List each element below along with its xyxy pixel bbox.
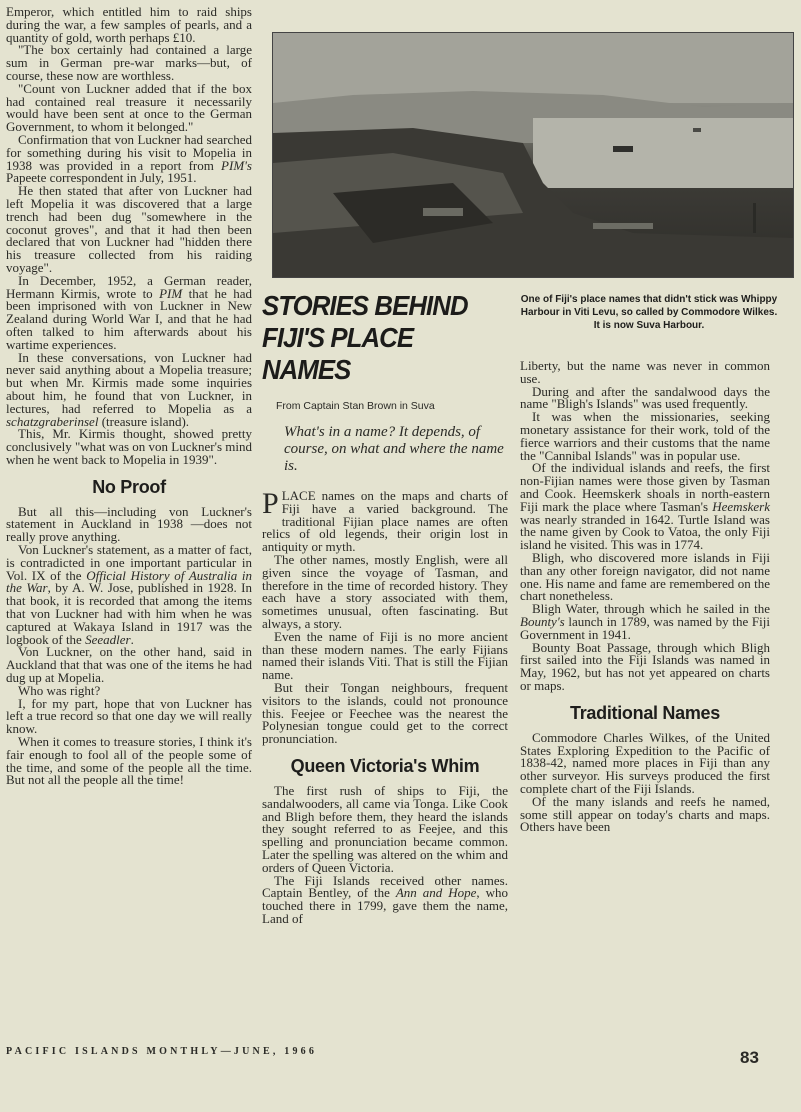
photo-caption: One of Fiji's place names that didn't stick was Whippy Harbour in Viti Levu, so called by Commodore Wilkes. It is now Suva Harbour. bbox=[520, 294, 778, 331]
subheading-traditional-names: Traditional Names bbox=[570, 702, 720, 723]
article-byline: From Captain Stan Brown in Suva bbox=[276, 400, 435, 412]
paragraph: The Fiji Islands received other names. Captain Bentley, of the Ann and Hope, who touched there in 1799, gave them the name, Land of bbox=[262, 872, 508, 926]
article-standfirst: What's in a name? It depends, of course, on what and where the name is. bbox=[284, 424, 504, 474]
paragraph: Bounty Boat Passage, through which Bligh first sailed into the Fiji Islands was named in May, 1962, but has not yet appeared on charts or maps. bbox=[520, 639, 770, 693]
paragraph: Confirmation that von Luckner had searched for something during his visit to Mopelia in 1938 was provided in a report from PIM's Papeete correspondent in July, 1951. bbox=[6, 131, 252, 186]
paragraph: Of the many islands and reefs he named, some still appear on today's charts and maps. Others have been bbox=[520, 793, 770, 835]
paragraph: Commodore Charles Wilkes, of the United States Exploring Expedition to the Pacific of 1838-42, named more places in Fiji than any other surveyor. His surveys produced the first complete chart of the Fiji Islands. bbox=[520, 729, 770, 796]
subheading-queen-victorias-whim: Queen Victoria's Whim bbox=[290, 755, 480, 776]
article-headline: STORIES BEHIND FIJI'S PLACE NAMES bbox=[262, 290, 468, 385]
page-number: 83 bbox=[740, 1048, 759, 1067]
paragraph: But all this—including von Luckner's statement in Auckland in 1938 —does not really prove anything. bbox=[6, 503, 252, 545]
paragraph: Von Luckner, on the other hand, said in Auckland that that was one of the items he had dug up at Mopelia. bbox=[6, 644, 252, 686]
paragraph: When it comes to treasure stories, I think it's fair enough to fool all of the people some of the time, and some of the people all the time. But not all the people all the time! bbox=[6, 734, 252, 788]
page-footer: PACIFIC ISLANDS MONTHLY—JUNE, 1966 bbox=[6, 1046, 318, 1057]
paragraph: The first rush of ships to Fiji, the sandalwooders, all came via Tonga. Like Cook and Bligh before them, they heard the islands they sought referred to as Feejee, and this spelling and pronunciation became common. Later the spelling was altered on the whim and orders of Queen Victoria. bbox=[262, 782, 508, 875]
paragraph: Of the individual islands and reefs, the first non-Fijian names were those given by Tasman and Cook. Heemskerk shoals in north-eastern Fiji mark the place where Tasman's Heemskerk was nearly stranded in 1642. Turtle Island was the name given by Cook to Vatoa, the only Fiji island he visited. This was in 1774. bbox=[520, 460, 770, 553]
paragraph: Liberty, but the name was never in common use. bbox=[520, 358, 770, 386]
paragraph: PLACE names on the maps and charts of Fiji have a varied background. The traditional Fijian place names are often relics of old legends, their origin lost in antiquity or myth. bbox=[262, 487, 508, 555]
paragraph: "Count von Luckner added that if the box had contained real treasure it necessarily would have been sent at once to the German Government, to whom it belonged." bbox=[6, 80, 252, 135]
paragraph: Bligh, who discovered more islands in Fiji than any other foreign navigator, did not name one. His name and fame are remembered on the chart nonetheless. bbox=[520, 549, 770, 604]
paragraph: Who was right? bbox=[18, 682, 101, 698]
harbour-photo-illustration bbox=[273, 33, 793, 277]
paragraph: In these conversations, von Luckner had never said anything about a Mopelia treasure; but when Mr. Kirmis made some inquiries about him, he found that von Luckner, in lectures, had referred to Mopelia as a schatzgraberinsel (treasure island). bbox=[6, 349, 252, 429]
paragraph: During and after the sandalwood days the name "Bligh's Islands" was used frequently. bbox=[520, 383, 770, 412]
paragraph: It was when the missionaries, seeking monetary assistance for their work, told of the fierce warriors and their customs that the name the "Cannibal Islands" was in popular use. bbox=[520, 409, 770, 463]
paragraph: This, Mr. Kirmis thought, showed pretty conclusively "what was on von Luckner's mind when he went back to Mopelia in 1939". bbox=[6, 426, 252, 467]
paragraph: I, for my part, hope that von Luckner has left a true record so that one day we will really know. bbox=[6, 695, 252, 737]
paragraph: Von Luckner's statement, as a matter of fact, is contradicted in one important particular in Vol. IX of the Official History of Australia in the War, by A. W. Jose, published in 1928. In that book, it is recorded that among the items that von Luckner had with him when he was captured at Wakaya Island in 1917 was the logbook of the Seeadler. bbox=[6, 542, 252, 647]
drop-cap: P bbox=[262, 487, 279, 520]
paragraph: Emperor, which entitled him to raid ships during the war, a few samples of pearls, and a quantity of gold, worth perhaps £10. bbox=[6, 4, 252, 45]
column-2 bbox=[262, 487, 508, 926]
subheading-no-proof: No Proof bbox=[92, 476, 166, 497]
paragraph: In December, 1952, a German reader, Hermann Kirmis, wrote to PIM that he had been imprisoned with von Luckner in New Zealand during World War I, and that he had often talked to him afterwards about his wartime experiences. bbox=[6, 272, 252, 352]
paragraph: He then stated that after von Luckner had left Mopelia it was discovered that a large trench had been dug "somewhere in the coconut groves", and that it had then been declared that von Luckner had "hidden there his treasure collected from his raiding voyage". bbox=[6, 183, 252, 275]
paragraph: The other names, mostly English, were all given since the voyage of Tasman, and therefore in the time of recorded history. They each have a story associated with them, sometimes unusual, often fascinating. But always, a story. bbox=[262, 551, 508, 631]
paragraph: Bligh Water, through which he sailed in the Bounty's launch in 1789, was named by the Fiji Government in 1941. bbox=[520, 601, 770, 642]
column-3 bbox=[520, 360, 770, 834]
paragraph: Even the name of Fiji is no more ancient than these modern names. The early Fijians named their islands Viti. That is still the Fijian name. bbox=[262, 628, 508, 683]
paragraph: "The box certainly had contained a large sum in German pre-war marks—but, of course, these now are worthless. bbox=[6, 42, 252, 83]
harbour-photo bbox=[272, 32, 794, 278]
paragraph: But their Tongan neighbours, frequent visitors to the islands, could not pronounce this. Feejee or Feechee was the nearest the Polynesian tongue could get to the correct pronunciation. bbox=[262, 679, 508, 747]
column-1 bbox=[6, 6, 252, 787]
